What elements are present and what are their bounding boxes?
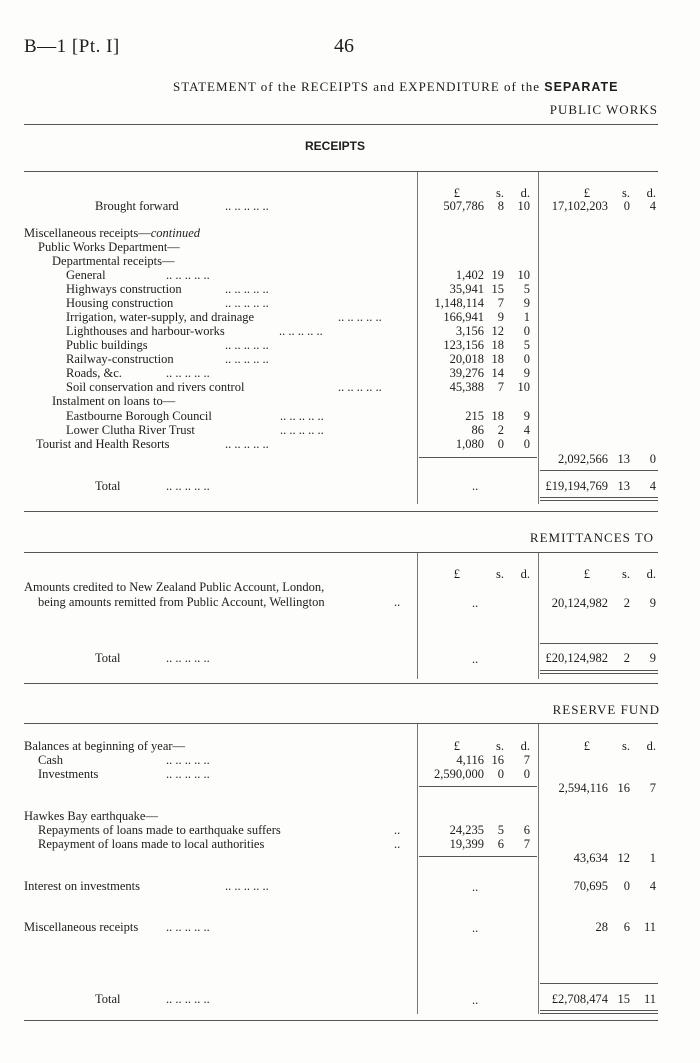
rule: [24, 124, 658, 125]
item-label: Railway-construction: [66, 352, 174, 366]
pence-cell: 1: [523, 310, 530, 324]
leader-dots: ..: [394, 823, 401, 837]
pound-heading: £: [583, 739, 590, 753]
total-amount: £20,124,982: [545, 651, 608, 665]
leader-dots: .. .. .. .. ..: [225, 437, 269, 451]
section-heading-reserve-fund: RESERVE FUND: [552, 702, 660, 717]
item-label: Lower Clutha River Trust: [66, 423, 195, 437]
amount-cell: 24,235: [449, 823, 484, 837]
pence-cell: 4: [649, 199, 656, 213]
leader-dots: .. .. .. .. ..: [280, 409, 324, 423]
shilling-cell: 2: [623, 651, 630, 665]
amount-cell: 17,102,203: [551, 199, 608, 213]
leader-dots: ..: [472, 880, 479, 894]
pence-cell: 4: [649, 879, 656, 893]
amount-cell: 123,156: [443, 338, 484, 352]
amount-cell: 215: [465, 409, 484, 423]
cash-label: Cash: [38, 753, 63, 767]
rule: [24, 683, 658, 684]
column-divider: [538, 172, 539, 504]
pence-heading: d.: [646, 186, 656, 200]
section-heading-remittances: REMITTANCES TO: [529, 530, 654, 545]
pence-cell: 6: [523, 823, 530, 837]
misc-receipts-label-2: Miscellaneous receipts: [24, 920, 139, 934]
misc-receipts-label: [24, 226, 200, 241]
column-divider: [417, 553, 418, 679]
leader-dots: ..: [472, 993, 479, 1007]
shilling-cell: 18: [491, 338, 504, 352]
pence-heading: d.: [646, 739, 656, 753]
rule: [24, 552, 658, 553]
item-label: Highways construction: [66, 282, 182, 296]
leader-dots: .. .. .. .. ..: [225, 199, 269, 213]
shilling-heading: s.: [622, 567, 630, 581]
balances-label: Balances at beginning of year—: [24, 739, 186, 753]
subtotal-rule: [419, 786, 537, 787]
shilling-cell: 2: [623, 596, 630, 610]
pence-cell: 0: [523, 767, 530, 781]
statement-title: [173, 79, 618, 95]
amount-cell: 507,786: [443, 199, 484, 213]
pence-cell: 0: [523, 437, 530, 451]
amount-cell: 70,695: [573, 879, 608, 893]
rule: [540, 497, 658, 498]
pence-cell: 7: [649, 781, 656, 795]
item-label: General: [66, 268, 106, 282]
rule: [540, 470, 658, 471]
item-label: Irrigation, water-supply, and drainage: [66, 310, 255, 324]
shilling-cell: 0: [623, 199, 630, 213]
shilling-cell: 6: [623, 920, 630, 934]
subtotal-rule: [419, 457, 537, 458]
leader-dots: .. .. .. .. ..: [166, 920, 210, 934]
shilling-cell: 7: [497, 296, 504, 310]
rule: [540, 673, 658, 674]
total-label: Total: [95, 651, 121, 665]
leader-dots: .. .. .. .. ..: [166, 992, 210, 1006]
shilling-cell: 0: [497, 437, 504, 451]
amount-cell: 2,092,566: [558, 452, 608, 466]
pence-cell: 10: [517, 380, 530, 394]
shilling-cell: 14: [491, 366, 504, 380]
pence-cell: 9: [523, 409, 530, 423]
pence-cell: 0: [523, 324, 530, 338]
rule: [540, 1013, 658, 1014]
item-label: Eastbourne Borough Council: [66, 409, 212, 423]
item-label: Lighthouses and harbour-works: [66, 324, 225, 338]
pence-cell: 1: [649, 851, 656, 865]
shilling-cell: 12: [617, 851, 630, 865]
shilling-cell: 19: [491, 268, 504, 282]
shilling-cell: 5: [497, 823, 504, 837]
pence-cell: 9: [523, 366, 530, 380]
leader-dots: .. .. .. .. ..: [166, 753, 210, 767]
leader-dots: .. .. .. .. ..: [279, 324, 323, 338]
subtotal-rule: [419, 856, 537, 857]
amount-cell: 3,156: [455, 324, 484, 338]
brought-forward-label: Brought forward: [95, 199, 179, 213]
shilling-cell: 2: [497, 423, 504, 437]
pound-heading: £: [583, 186, 590, 200]
rule: [24, 723, 658, 724]
remit-line2: being amounts remitted from Public Account, Wellington: [38, 595, 325, 609]
pence-cell: 4: [523, 423, 530, 437]
amount-cell: 28: [595, 920, 608, 934]
pence-cell: 9: [649, 651, 656, 665]
shilling-cell: 15: [491, 282, 504, 296]
repay2-label: Repayment of loans made to local authorities: [38, 837, 265, 851]
amount-cell: 2,590,000: [434, 767, 484, 781]
leader-dots: .. .. .. .. ..: [225, 296, 269, 310]
leader-dots: .. .. .. .. ..: [166, 268, 210, 282]
leader-dots: .. .. .. .. ..: [225, 338, 269, 352]
document-reference: B—1 [Pt. I]: [24, 36, 120, 57]
leader-dots: .. .. .. .. ..: [280, 423, 324, 437]
shilling-cell: 0: [497, 767, 504, 781]
pence-cell: 5: [523, 282, 530, 296]
pence-cell: 5: [523, 338, 530, 352]
item-label: Soil conservation and rivers control: [66, 380, 245, 394]
rule: [24, 1020, 658, 1021]
shilling-cell: 16: [617, 781, 630, 795]
title-prefix: STATEMENT of the RECEIPTS and EXPENDITURE of the: [173, 79, 540, 94]
amount-cell: 4,116: [456, 753, 484, 767]
remit-line1: Amounts credited to New Zealand Public Account, London,: [24, 580, 325, 594]
shilling-heading: s.: [496, 567, 504, 581]
hawkes-label: Hawkes Bay earthquake—: [24, 809, 158, 823]
total-amount: £2,708,474: [551, 992, 608, 1006]
amount-cell: 20,018: [449, 352, 484, 366]
leader-dots: .. .. .. .. ..: [166, 479, 210, 493]
leader-dots: .. .. .. .. ..: [338, 380, 382, 394]
shilling-heading: s.: [622, 739, 630, 753]
rule: [540, 1010, 658, 1011]
shilling-cell: 18: [491, 352, 504, 366]
repay1-label: Repayments of loans made to earthquake suffers: [38, 823, 281, 837]
leader-dots: .. .. .. .. ..: [225, 282, 269, 296]
amount-cell: 19,399: [449, 837, 484, 851]
total-label: Total: [95, 479, 121, 493]
pence-cell: 0: [649, 452, 656, 466]
section-heading-receipts: RECEIPTS: [305, 139, 366, 153]
leader-dots: .. .. .. .. ..: [225, 879, 269, 893]
rule: [540, 643, 658, 644]
pence-cell: 11: [643, 920, 656, 934]
shilling-cell: 0: [623, 879, 630, 893]
leader-dots: .. .. .. .. ..: [225, 352, 269, 366]
shilling-cell: 6: [497, 837, 504, 851]
investments-label: Investments: [38, 767, 99, 781]
statement-title-line2: PUBLIC WORKS: [549, 102, 658, 117]
shilling-cell: 9: [497, 310, 504, 324]
amount-cell: 43,634: [573, 851, 608, 865]
leader-dots: ..: [472, 652, 479, 666]
shilling-cell: 15: [617, 992, 630, 1006]
dept-receipts-label: Departmental receipts—: [52, 254, 175, 268]
total-amount: £19,194,769: [545, 479, 608, 493]
item-label: Roads, &c.: [66, 366, 122, 380]
amount-cell: 35,941: [449, 282, 484, 296]
amount-cell: 1,080: [455, 437, 484, 451]
instalment-label: Instalment on loans to—: [52, 394, 176, 408]
shilling-cell: 13: [617, 452, 630, 466]
shilling-cell: 8: [497, 199, 504, 213]
rule: [540, 983, 658, 984]
item-label: Public buildings: [66, 338, 148, 352]
leader-dots: ..: [394, 837, 401, 851]
amount-cell: 39,276: [449, 366, 484, 380]
leader-dots: .. .. .. .. ..: [338, 310, 382, 324]
pence-heading: d.: [520, 739, 530, 753]
leader-dots: ..: [394, 595, 401, 609]
tourist-label: Tourist and Health Resorts: [36, 437, 170, 451]
shilling-cell: 12: [491, 324, 504, 338]
amount-cell: 166,941: [443, 310, 484, 324]
shilling-cell: 16: [491, 753, 504, 767]
shilling-heading: s.: [622, 186, 630, 200]
amount-cell: 1,148,114: [434, 296, 484, 310]
rule: [540, 500, 658, 501]
continued-text: continued: [150, 226, 200, 240]
pence-heading: d.: [520, 567, 530, 581]
shilling-cell: 7: [497, 380, 504, 394]
amount-cell: 45,388: [449, 380, 484, 394]
pence-cell: 4: [649, 479, 656, 493]
interest-label: Interest on investments: [24, 879, 140, 893]
pound-heading: £: [453, 567, 460, 581]
pence-cell: 7: [523, 837, 530, 851]
rule: [24, 171, 658, 172]
item-label: Housing construction: [66, 296, 174, 310]
leader-dots: .. .. .. .. ..: [166, 767, 210, 781]
leader-dots: .. .. .. .. ..: [166, 651, 210, 665]
pence-cell: 9: [649, 596, 656, 610]
page-number: 46: [334, 35, 354, 57]
title-bold: SEPARATE: [544, 80, 619, 94]
pence-heading: d.: [520, 186, 530, 200]
pence-cell: 10: [517, 268, 530, 282]
misc-label-text: Miscellaneous receipts—: [24, 226, 151, 240]
pence-cell: 11: [643, 992, 656, 1006]
pence-cell: 7: [523, 753, 530, 767]
pound-heading: £: [583, 567, 590, 581]
pound-heading: £: [453, 739, 460, 753]
leader-dots: ..: [472, 921, 479, 935]
pence-cell: 0: [523, 352, 530, 366]
total-label: Total: [95, 992, 121, 1006]
pound-heading: £: [453, 186, 460, 200]
rule: [540, 670, 658, 671]
leader-dots: .. .. .. .. ..: [166, 366, 210, 380]
leader-dots: ..: [472, 596, 479, 610]
pence-heading: d.: [646, 567, 656, 581]
leader-dots: ..: [472, 479, 479, 493]
rule: [24, 511, 658, 512]
amount-cell: 1,402: [455, 268, 484, 282]
shilling-heading: s.: [496, 739, 504, 753]
column-divider: [538, 724, 539, 1014]
amount-cell: 2,594,116: [558, 781, 608, 795]
pence-cell: 9: [523, 296, 530, 310]
shilling-cell: 18: [491, 409, 504, 423]
pwd-label: Public Works Department—: [38, 240, 180, 254]
shilling-cell: 13: [617, 479, 630, 493]
pence-cell: 10: [517, 199, 530, 213]
amount-cell: 86: [471, 423, 484, 437]
shilling-heading: s.: [496, 186, 504, 200]
amount-cell: 20,124,982: [551, 596, 608, 610]
